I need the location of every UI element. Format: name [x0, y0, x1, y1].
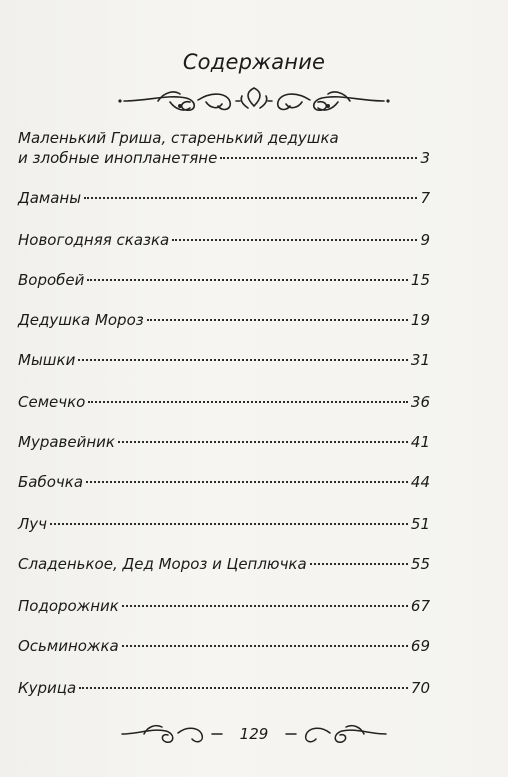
toc-page-number: 15 — [410, 271, 430, 289]
toc-entry-title-line: и злобные инопланетяне — [18, 149, 218, 167]
dot-leader — [220, 157, 417, 159]
toc-entry-title: Бабочка — [18, 473, 84, 491]
toc-page-number: 36 — [410, 393, 430, 411]
toc-page-number: 70 — [410, 679, 430, 697]
toc-page-number: 19 — [410, 311, 430, 329]
toc-entry — [18, 472, 430, 492]
dot-leader — [79, 687, 408, 689]
toc-page-number: 67 — [410, 597, 430, 615]
toc-entry — [18, 310, 430, 330]
toc-entry-title: Муравейник — [18, 433, 115, 451]
dot-leader — [84, 197, 417, 199]
toc-entry — [18, 188, 430, 208]
ornament-divider-icon — [118, 84, 390, 118]
dot-leader — [78, 359, 408, 361]
toc-entry-title: Дедушка Мороз — [18, 311, 144, 329]
toc-entry-title: Курица — [18, 679, 77, 697]
dot-leader — [118, 441, 408, 443]
toc-entry — [18, 514, 430, 534]
toc-page-number: 9 — [420, 231, 430, 249]
toc-page-number: 31 — [410, 351, 430, 369]
toc-entry — [18, 350, 430, 370]
toc-entry-title-line: Маленький Гриша, старенький дедушка — [18, 129, 339, 147]
toc-entry-title: Семечко — [18, 393, 86, 411]
toc-entry-title: Подорожник — [18, 597, 119, 615]
toc-page-number: 44 — [410, 473, 430, 491]
toc-entry — [18, 596, 430, 616]
toc-entry — [18, 678, 430, 698]
toc-entry — [18, 432, 430, 452]
toc-page-number: 55 — [410, 555, 430, 573]
dot-leader — [122, 605, 408, 607]
table-of-contents — [18, 128, 430, 697]
dot-leader — [87, 279, 408, 281]
toc-page-number: 3 — [420, 149, 430, 167]
toc-entry — [18, 392, 430, 412]
page-footer — [118, 716, 390, 752]
toc-entry-title: Осьминожка — [18, 637, 119, 655]
toc-entry — [18, 636, 430, 656]
toc-entry-title: Даманы — [18, 189, 82, 207]
toc-entry-title: Новогодняя сказка — [18, 231, 170, 249]
dot-leader — [122, 645, 408, 647]
dot-leader — [147, 319, 408, 321]
toc-entry-title: Мышки — [18, 351, 76, 369]
toc-entry-title: Луч — [18, 515, 48, 533]
dot-leader — [310, 563, 408, 565]
toc-page-number: 7 — [420, 189, 430, 207]
toc-entry-title: Сладенькое, Дед Мороз и Цеплючка — [18, 555, 307, 573]
toc-page-number: 69 — [410, 637, 430, 655]
toc-entry — [18, 128, 430, 168]
page-title: Содержание — [182, 50, 326, 74]
dot-leader — [88, 401, 408, 403]
toc-entry — [18, 554, 430, 574]
toc-entry — [18, 230, 430, 250]
dot-leader — [172, 239, 417, 241]
dot-leader — [86, 481, 408, 483]
dot-leader — [50, 523, 408, 525]
toc-page-number: 51 — [410, 515, 430, 533]
toc-entry — [18, 270, 430, 290]
page-number: 129 — [239, 725, 269, 743]
toc-entry-title: Воробей — [18, 271, 85, 289]
toc-page-number: 41 — [410, 433, 430, 451]
